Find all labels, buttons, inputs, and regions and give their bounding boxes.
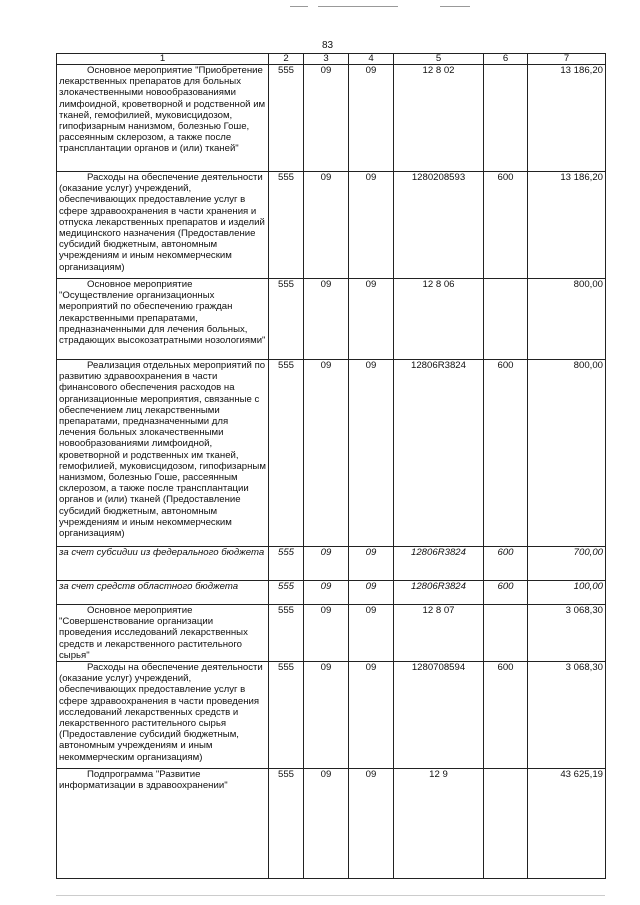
header-cell: 3 xyxy=(304,54,349,65)
cell-code6 xyxy=(484,769,528,879)
row-name: Расходы на обеспечение деятельности (оказание услуг) учреждений, обеспечивающих предоставление услуг в сфере здравоохранения в части проведения исследований лекарственных средств и лекарственного растительного сырья (Предоставление субсидий бюджетным, автономным учреждениям и иным некоммерческим организациям) xyxy=(57,662,269,769)
cell-code6: 600 xyxy=(484,662,528,769)
cell-amount: 13 186,20 xyxy=(528,172,606,279)
row-name: Основное мероприятие "Совершенствование организации проведения исследований лекарственных средств и лекарственного растительного сырья" xyxy=(57,605,269,662)
cell-amount: 3 068,30 xyxy=(528,662,606,769)
cell-code2: 555 xyxy=(269,662,304,769)
cell-code6: 600 xyxy=(484,547,528,581)
cell-code3: 09 xyxy=(304,360,349,547)
header-cell: 6 xyxy=(484,54,528,65)
cell-code2: 555 xyxy=(269,360,304,547)
page-edge xyxy=(56,895,605,896)
cell-code5: 12 9 xyxy=(394,769,484,879)
cell-code6 xyxy=(484,279,528,360)
cell-code4: 09 xyxy=(349,769,394,879)
cell-amount: 700,00 xyxy=(528,547,606,581)
budget-table xyxy=(56,53,606,879)
row-name: Реализация отдельных мероприятий по развитию здравоохранения в части финансового обеспечения расходов на организационные мероприятия, связанные с обеспечением лиц лекарственными препаратами, предназначенными для лечения больных злокачественными новообразованиями лимфоидной, кроветворной и родственных им тканей, гемофилией, муковисцидозом, гипофизарным нанизмом, болезнью Гоше, рассеянным склерозом, а также после трансплантации органов и (или) тканей (Предоставление субсидий бюджетным, автономным учреждениям и иным некоммерческим организациям) xyxy=(57,360,269,547)
table-row xyxy=(57,605,606,662)
cell-code4: 09 xyxy=(349,547,394,581)
header-cell: 5 xyxy=(394,54,484,65)
cell-code3: 09 xyxy=(304,581,349,605)
header-cell: 4 xyxy=(349,54,394,65)
cell-amount: 800,00 xyxy=(528,360,606,547)
cell-code3: 09 xyxy=(304,605,349,662)
cell-code6: 600 xyxy=(484,360,528,547)
cell-code5: 1280708594 xyxy=(394,662,484,769)
cell-code5: 12 8 02 xyxy=(394,65,484,172)
cell-code5: 12806R3824 xyxy=(394,547,484,581)
cell-amount: 43 625,19 xyxy=(528,769,606,879)
cell-code3: 09 xyxy=(304,65,349,172)
cell-code3: 09 xyxy=(304,279,349,360)
cell-code5: 1280208593 xyxy=(394,172,484,279)
table-row xyxy=(57,279,606,360)
header-row xyxy=(57,54,606,65)
cell-code4: 09 xyxy=(349,581,394,605)
cell-code2: 555 xyxy=(269,605,304,662)
cell-code2: 555 xyxy=(269,769,304,879)
table-row xyxy=(57,662,606,769)
table-row xyxy=(57,360,606,547)
cell-amount: 100,00 xyxy=(528,581,606,605)
row-name: Основное мероприятие "Осуществление организационных мероприятий по обеспечению граждан лекарственными препаратами, предназначенными для лечения больных, страдающих высокозатратными нозологиями" xyxy=(57,279,269,360)
cell-code2: 555 xyxy=(269,65,304,172)
cell-code3: 09 xyxy=(304,172,349,279)
table-row xyxy=(57,547,606,581)
page-number: 83 xyxy=(322,40,334,51)
cell-code2: 555 xyxy=(269,581,304,605)
cell-code4: 09 xyxy=(349,605,394,662)
table-row xyxy=(57,172,606,279)
cell-code6: 600 xyxy=(484,172,528,279)
cell-code5: 12 8 06 xyxy=(394,279,484,360)
cell-code5: 12 8 07 xyxy=(394,605,484,662)
table-row xyxy=(57,769,606,879)
cell-code2: 555 xyxy=(269,172,304,279)
cell-code4: 09 xyxy=(349,172,394,279)
cell-code5: 12806R3824 xyxy=(394,360,484,547)
cell-code4: 09 xyxy=(349,360,394,547)
cell-code4: 09 xyxy=(349,65,394,172)
cell-code3: 09 xyxy=(304,662,349,769)
scan-artifact xyxy=(290,6,490,8)
cell-code3: 09 xyxy=(304,769,349,879)
row-name: Расходы на обеспечение деятельности (оказание услуг) учреждений, обеспечивающих предоставление услуг в сфере здравоохранения в части хранения и отпуска лекарственных препаратов и изделий медицинского назначения (Предоставление субсидий бюджетным, автономным учреждениям и иным некоммерческим организациям) xyxy=(57,172,269,279)
row-name: Подпрограмма "Развитие информатизации в здравоохранении" xyxy=(57,769,269,879)
cell-code5: 12806R3824 xyxy=(394,581,484,605)
cell-amount: 800,00 xyxy=(528,279,606,360)
cell-amount: 3 068,30 xyxy=(528,605,606,662)
row-name: Основное мероприятие "Приобретение лекарственных препаратов для больных злокачественными новообразованиями лимфоидной, кроветворной и родственной им тканей, гемофилией, муковисцидозом, гипофизарным нанизмом, болезнью Гоше, рассеянным склерозом, а также после трансплантации органов и (или) тканей" xyxy=(57,65,269,172)
cell-code4: 09 xyxy=(349,662,394,769)
row-name: за счет субсидии из федерального бюджета xyxy=(57,547,269,581)
header-cell: 7 xyxy=(528,54,606,65)
table-row xyxy=(57,65,606,172)
cell-code2: 555 xyxy=(269,279,304,360)
cell-code2: 555 xyxy=(269,547,304,581)
cell-code6 xyxy=(484,605,528,662)
cell-code4: 09 xyxy=(349,279,394,360)
cell-code6 xyxy=(484,65,528,172)
table-row xyxy=(57,581,606,605)
row-name: за счет средств областного бюджета xyxy=(57,581,269,605)
cell-code6: 600 xyxy=(484,581,528,605)
header-cell: 2 xyxy=(269,54,304,65)
cell-code3: 09 xyxy=(304,547,349,581)
header-cell: 1 xyxy=(57,54,269,65)
cell-amount: 13 186,20 xyxy=(528,65,606,172)
